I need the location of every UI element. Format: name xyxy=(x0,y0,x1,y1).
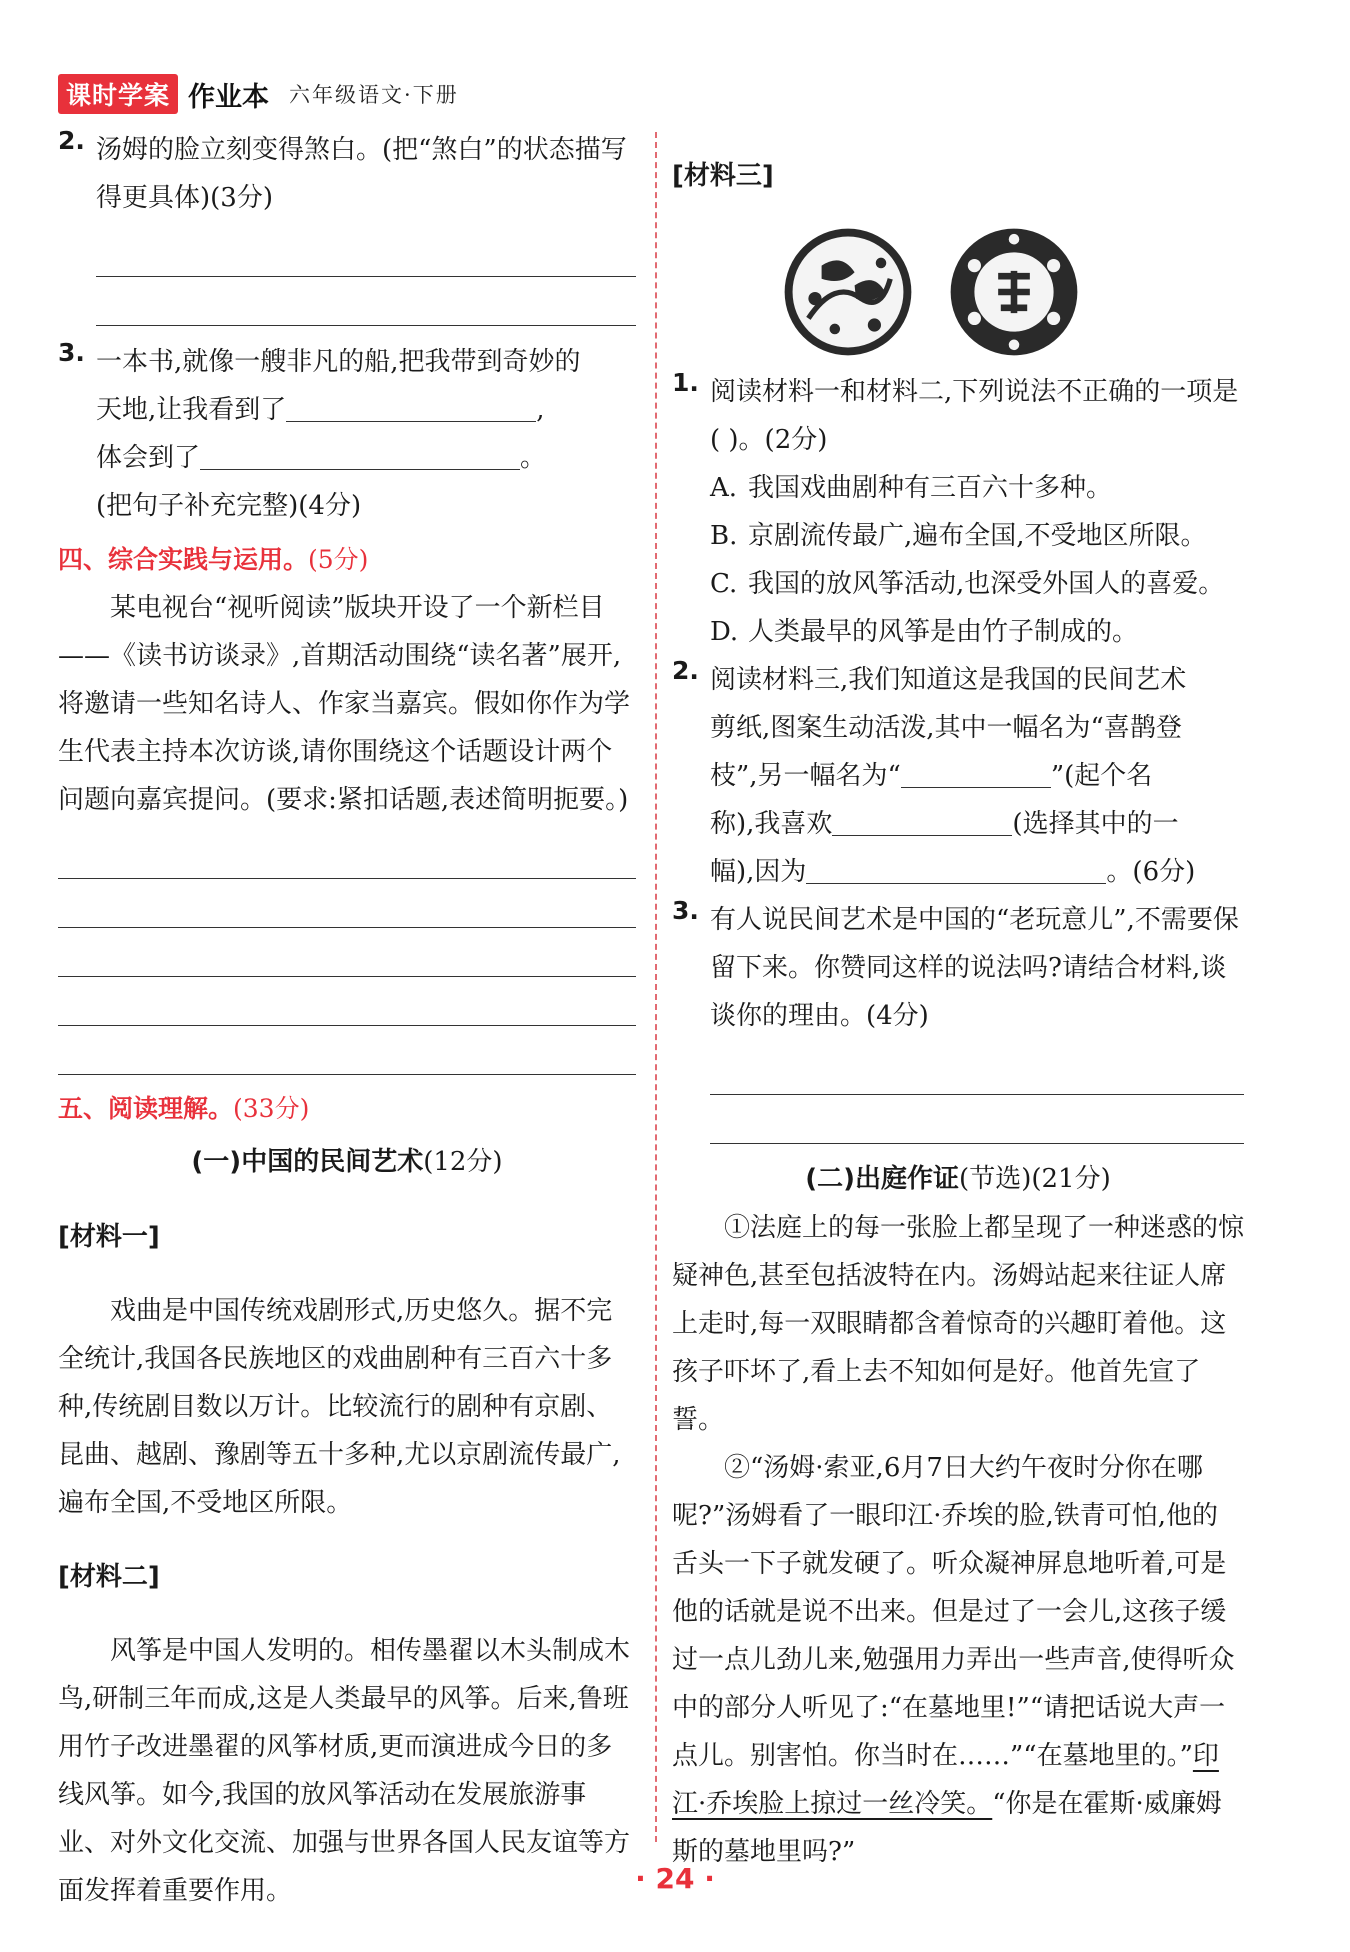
part-title: (二)出庭作证 xyxy=(805,1164,960,1194)
answer-line[interactable] xyxy=(96,277,636,326)
right-question-1 xyxy=(672,368,1244,464)
question-number: 3. xyxy=(672,896,699,925)
brand-logo-black: 作业本 xyxy=(188,81,270,113)
question-number: 2. xyxy=(672,656,699,685)
papercut-magpie-icon xyxy=(782,226,914,358)
answer-line[interactable] xyxy=(58,928,636,977)
section-points: (5分) xyxy=(308,545,369,574)
text-segment: 枝”,另一幅名为“ xyxy=(710,761,901,791)
text-segment: 。(6分) xyxy=(1106,857,1196,887)
fill-blank[interactable] xyxy=(901,757,1051,788)
text-segment: , xyxy=(536,395,545,425)
text-segment: 。 xyxy=(520,443,547,473)
question-number: 2. xyxy=(58,126,85,155)
column-divider xyxy=(655,132,657,1842)
section-4-heading xyxy=(58,536,636,584)
question-text: 剪纸,图案生动活泼,其中一幅名为“喜鹊登 xyxy=(710,713,1182,743)
question-2 xyxy=(58,126,636,222)
fill-line xyxy=(710,752,1244,800)
page-number: · 24 · xyxy=(635,1862,715,1895)
fill-line xyxy=(710,848,1244,896)
text-segment: ②“汤姆·索亚,6月7日大约午夜时分你在哪呢?”汤姆看了一眼印江·乔埃的脸,铁青可怕,他的舌头一下子就发硬了。听众凝神屏息地听着,可是他的话就是说不出来。但是过了一会儿,这孩子缓过一点儿劲儿来,勉强用力弄出一些声音,使得听众中的部分人听见了:“在墓地里!”“请把话说大声一点儿。别害怕。你当时在……”“在墓地里的。” xyxy=(672,1453,1235,1771)
passage-paragraph-2 xyxy=(672,1444,1244,1876)
part-1-title xyxy=(58,1137,636,1187)
option-a[interactable] xyxy=(710,464,1244,512)
fill-blank[interactable] xyxy=(832,805,1012,836)
part-note: (节选) xyxy=(959,1164,1032,1194)
material-1-label: [材料一] xyxy=(58,1222,160,1252)
right-column xyxy=(672,126,1244,1876)
question-text: 汤姆的脸立刻变得煞白。(把“煞白”的状态描写得更具体)(3分) xyxy=(96,135,627,213)
part-points: (12分) xyxy=(423,1147,503,1177)
text-segment: 天地,让我看到了 xyxy=(96,395,287,425)
option-letter: D. xyxy=(710,617,739,647)
question-text: 有人说民间艺术是中国的“老玩意儿”,不需要保留下来。你赞同这样的说法吗?请结合材料,谈谈你的理由。(4分) xyxy=(710,905,1239,1031)
question-number: 1. xyxy=(672,368,699,397)
option-text: 我国的放风筝活动,也深受外国人的喜爱。 xyxy=(748,569,1225,599)
underlined-sentence: 印江·乔埃脸上掠过一丝冷笑。 xyxy=(672,1741,1219,1819)
left-column xyxy=(58,126,636,1915)
option-text: 我国戏曲剧种有三百六十多种。 xyxy=(748,473,1113,503)
section-title: 四、综合实践与运用。 xyxy=(58,545,309,574)
option-letter: B. xyxy=(710,521,738,551)
section-5-heading xyxy=(58,1085,636,1133)
part-points: (21分) xyxy=(1031,1164,1111,1194)
text-segment: “你是在霍斯·威廉姆斯的墓地里吗?” xyxy=(672,1789,1222,1867)
material-2-label: [材料二] xyxy=(58,1562,160,1592)
fill-blank[interactable] xyxy=(806,853,1106,884)
brand-logo-red: 课时学案 xyxy=(58,74,178,114)
fill-blank[interactable] xyxy=(200,439,520,470)
section-points: (33分) xyxy=(233,1094,310,1123)
fill-blank[interactable] xyxy=(286,391,536,422)
answer-line[interactable] xyxy=(58,977,636,1026)
text-segment: 体会到了 xyxy=(96,443,201,473)
page-header xyxy=(58,74,459,114)
passage-paragraph-1: ①法庭上的每一张脸上都呈现了一种迷惑的惊疑神色,甚至包括波特在内。汤姆站起来往证人席上走时,每一双眼睛都含着惊奇的兴趣盯着他。这孩子吓坏了,看上去不知如何是好。他首先宣了誓。 xyxy=(672,1213,1245,1435)
papercut-fu-icon xyxy=(948,226,1080,358)
option-letter: C. xyxy=(710,569,738,599)
material-3-label: [材料三] xyxy=(672,161,774,191)
question-number: 3. xyxy=(58,338,85,367)
question-text: 阅读材料一和材料二,下列说法不正确的一项是( )。(2分) xyxy=(710,377,1239,455)
part-2-title xyxy=(672,1154,1244,1204)
answer-line[interactable] xyxy=(58,879,636,928)
option-text: 京剧流传最广,遍布全国,不受地区所限。 xyxy=(748,521,1207,551)
right-question-3 xyxy=(672,896,1244,1040)
option-text: 人类最早的风筝是由竹子制成的。 xyxy=(748,617,1139,647)
option-d[interactable] xyxy=(710,608,1244,656)
fill-line xyxy=(710,800,1244,848)
text-segment: (选择其中的一 xyxy=(1012,809,1179,839)
answer-line[interactable] xyxy=(58,1026,636,1075)
question-text: 一本书,就像一艘非凡的船,把我带到奇妙的 xyxy=(96,347,581,377)
section-title: 五、阅读理解。 xyxy=(58,1094,234,1123)
papercut-images xyxy=(782,226,1244,358)
subject-label: 六年级语文·下册 xyxy=(289,83,459,107)
section-4-body: 某电视台“视听阅读”版块开设了一个新栏目——《读书访谈录》,首期活动围绕“读名著”展开,将邀请一些知名诗人、作家当嘉宾。假如你作为学生代表主持本次访谈,请你围绕这个话题设计两个问题向嘉宾提问。(要求:紧扣话题,表述简明扼要。) xyxy=(58,593,631,815)
question-3 xyxy=(58,338,636,530)
option-letter: A. xyxy=(710,473,738,503)
answer-line[interactable] xyxy=(58,830,636,879)
question-text: 阅读材料三,我们知道这是我国的民间艺术 xyxy=(710,665,1187,695)
text-segment: 称),我喜欢 xyxy=(710,809,833,839)
option-b[interactable] xyxy=(710,512,1244,560)
material-1-body: 戏曲是中国传统戏剧形式,历史悠久。据不完全统计,我国各民族地区的戏曲剧种有三百六十多种,传统剧目数以万计。比较流行的剧种有京剧、昆曲、越剧、豫剧等五十多种,尤以京剧流传最广,遍布全国,不受地区所限。 xyxy=(58,1296,621,1518)
material-2-body: 风筝是中国人发明的。相传墨翟以木头制成木鸟,研制三年而成,这是人类最早的风筝。后来,鲁班用竹子改进墨翟的风筝材质,更而演进成今日的多线风筝。如今,我国的放风筝活动在发展旅游事业、对外文化交流、加强与世界各国人民友谊等方面发挥着重要作用。 xyxy=(58,1636,631,1906)
text-segment: 幅),因为 xyxy=(710,857,807,887)
fill-line xyxy=(96,434,636,482)
right-question-2 xyxy=(672,656,1244,896)
part-title: (一)中国的民间艺术 xyxy=(191,1147,424,1177)
answer-line[interactable] xyxy=(710,1095,1244,1144)
question-note: (把句子补充完整)(4分) xyxy=(96,491,362,521)
answer-line[interactable] xyxy=(96,228,636,277)
text-segment: ”(起个名 xyxy=(1050,761,1153,791)
answer-line[interactable] xyxy=(710,1046,1244,1095)
fill-line xyxy=(96,386,636,434)
option-c[interactable] xyxy=(710,560,1244,608)
